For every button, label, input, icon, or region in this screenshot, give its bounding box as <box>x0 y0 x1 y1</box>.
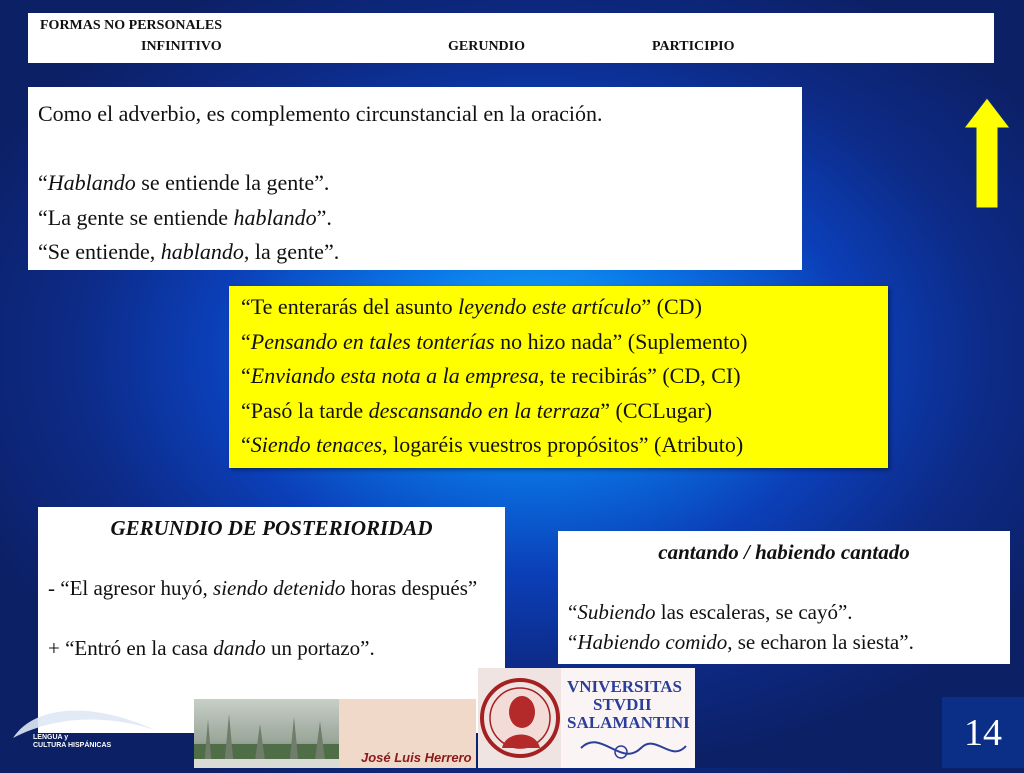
example-line: “Te enterarás del asunto leyendo este artículo” (CD) <box>241 294 702 319</box>
univ-text: SALAMANTINI <box>567 713 690 732</box>
portrait-seal-icon <box>478 668 561 768</box>
univ-text: VNIVERSITAS <box>567 677 682 696</box>
tab-participio[interactable]: PARTICIPIO <box>652 39 735 54</box>
cantando-box <box>558 531 1010 664</box>
examples-box <box>229 286 888 468</box>
example-line: “Habiendo comido, se echaron la siesta”. <box>568 630 914 654</box>
lengua-cultura-logo <box>5 700 190 764</box>
univ-text: STVDII <box>593 695 652 714</box>
example-line: “Subiendo las escaleras, se cayó”. <box>568 600 853 624</box>
example-line: + “Entró en la casa dando un portazo”. <box>48 636 375 660</box>
example-line: “La gente se entiende hablando”. <box>38 204 332 230</box>
example-line: “Siendo tenaces, logaréis vuestros propósitos” (Atributo) <box>241 432 744 457</box>
logo-text: LENGUA y <box>33 734 69 741</box>
flourish-icon <box>561 728 695 768</box>
example-line: “Pasó la tarde descansando en la terraza” (CCLugar) <box>241 397 713 423</box>
main-line: Como el adverbio, es complemento circunstancial en la oración. <box>38 101 603 126</box>
logo-text: CULTURA HISPÁNICAS <box>33 742 112 749</box>
university-seal <box>478 668 561 768</box>
cantando-title: cantando / habiendo cantado <box>658 540 910 564</box>
posterioridad-title: GERUNDIO DE POSTERIORIDAD <box>110 516 433 540</box>
page-number: 14 <box>942 697 1024 768</box>
author-box <box>339 699 476 768</box>
example-line: “Hablando se entiende la gente”. <box>38 170 330 195</box>
main-text-box <box>28 87 802 270</box>
campus-photo <box>194 699 339 768</box>
header-bar <box>28 13 994 63</box>
trees-icon <box>194 699 339 768</box>
example-line: - “El agresor huyó, siendo detenido horas después” <box>48 576 478 600</box>
author-name: José Luis Herrero <box>361 750 472 765</box>
example-line: “Enviando esta nota a la empresa, te recibirás” (CD, CI) <box>241 363 741 388</box>
example-line: “Se entiende, hablando, la gente”. <box>38 239 340 264</box>
section-title: FORMAS NO PERSONALES <box>40 18 223 33</box>
tab-gerundio[interactable]: GERUNDIO <box>448 39 526 54</box>
universitas-logo <box>561 668 695 768</box>
example-line: “Pensando en tales tonterías no hizo nada” (Suplemento) <box>241 328 748 354</box>
up-arrow-icon[interactable] <box>962 96 1012 210</box>
tab-infinitivo[interactable]: INFINITIVO <box>141 39 222 54</box>
